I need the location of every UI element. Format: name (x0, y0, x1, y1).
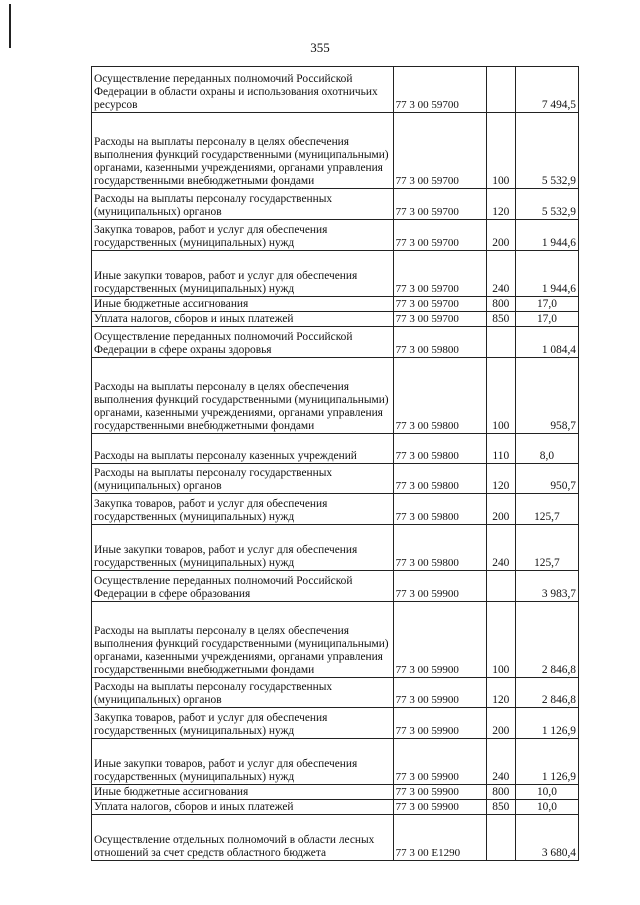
row-expense-type: 850 (486, 312, 515, 327)
row-name: Расходы на выплаты персоналу казенных учреждений (92, 434, 394, 464)
table-row (92, 358, 579, 434)
row-name: Иные бюджетные ассигнования (92, 297, 394, 312)
row-code: 77 3 00 59800 (393, 525, 486, 571)
table-row (92, 708, 579, 739)
row-amount: 3 983,7 (515, 571, 578, 602)
row-amount: 3 680,4 (515, 815, 578, 861)
row-expense-type: 100 (486, 113, 515, 189)
row-name: Иные закупки товаров, работ и услуг для обеспечения государственных (муниципальных) нужд (92, 739, 394, 785)
row-amount: 5 532,9 (515, 113, 578, 189)
row-amount: 1 126,9 (515, 708, 578, 739)
row-expense-type: 100 (486, 602, 515, 678)
row-name: Осуществление переданных полномочий Российской Федерации в сфере образования (92, 571, 394, 602)
table-row (92, 739, 579, 785)
row-code: 77 3 00 59700 (393, 67, 486, 113)
row-code: 77 3 00 59800 (393, 434, 486, 464)
row-expense-type: 240 (486, 525, 515, 571)
row-name: Расходы на выплаты персоналу государственных (муниципальных) органов (92, 189, 394, 220)
row-amount: 17,0 (515, 297, 578, 312)
table-row (92, 297, 579, 312)
row-amount: 1 084,4 (515, 327, 578, 358)
table-row (92, 113, 579, 189)
row-expense-type (486, 67, 515, 113)
table-row (92, 312, 579, 327)
table-row (92, 678, 579, 708)
row-name: Расходы на выплаты персоналу в целях обеспечения выполнения функций государственными (муниципальными) органами, казенными учреждениями, органами управления государственными внебюджетными фондами (92, 113, 394, 189)
row-name: Расходы на выплаты персоналу государственных (муниципальных) органов (92, 464, 394, 494)
row-amount: 2 846,8 (515, 602, 578, 678)
row-amount: 958,7 (515, 358, 578, 434)
row-code: 77 3 00 59900 (393, 678, 486, 708)
table-row (92, 327, 579, 358)
row-amount: 1 126,9 (515, 739, 578, 785)
row-code: 77 3 00 59900 (393, 785, 486, 800)
row-name: Закупка товаров, работ и услуг для обеспечения государственных (муниципальных) нужд (92, 220, 394, 251)
row-name: Расходы на выплаты персоналу в целях обеспечения выполнения функций государственными (муниципальными) органами, казенными учреждениями, органами управления государственными внебюджетными фондами (92, 358, 394, 434)
row-code: 77 3 00 59700 (393, 220, 486, 251)
row-amount: 5 532,9 (515, 189, 578, 220)
row-name: Уплата налогов, сборов и иных платежей (92, 312, 394, 327)
row-code: 77 3 00 59700 (393, 189, 486, 220)
row-name: Закупка товаров, работ и услуг для обеспечения государственных (муниципальных) нужд (92, 494, 394, 525)
row-expense-type: 240 (486, 251, 515, 297)
row-expense-type: 200 (486, 494, 515, 525)
row-amount: 10,0 (515, 785, 578, 800)
row-amount: 125,7 (515, 525, 578, 571)
row-name: Иные закупки товаров, работ и услуг для обеспечения государственных (муниципальных) нужд (92, 251, 394, 297)
row-name: Расходы на выплаты персоналу в целях обеспечения выполнения функций государственными (муниципальными) органами, казенными учреждениями, органами управления государственными внебюджетными фондами (92, 602, 394, 678)
row-amount: 7 494,5 (515, 67, 578, 113)
row-code: 77 3 00 59900 (393, 602, 486, 678)
table-row (92, 251, 579, 297)
table-row (92, 800, 579, 815)
row-name: Осуществление переданных полномочий Российской Федерации в области охраны и использования охотничьих ресурсов (92, 67, 394, 113)
row-expense-type (486, 571, 515, 602)
row-code: 77 3 00 59800 (393, 327, 486, 358)
row-expense-type: 800 (486, 297, 515, 312)
row-expense-type: 100 (486, 358, 515, 434)
row-code: 77 3 00 59700 (393, 297, 486, 312)
row-name: Осуществление переданных полномочий Российской Федерации в сфере охраны здоровья (92, 327, 394, 358)
row-expense-type: 120 (486, 678, 515, 708)
row-code: 77 3 00 59900 (393, 800, 486, 815)
row-code: 77 3 00 59700 (393, 113, 486, 189)
row-code: 77 3 00 Е1290 (393, 815, 486, 861)
row-code: 77 3 00 59700 (393, 312, 486, 327)
row-code: 77 3 00 59800 (393, 358, 486, 434)
table-row (92, 571, 579, 602)
row-expense-type (486, 327, 515, 358)
row-amount: 1 944,6 (515, 251, 578, 297)
row-amount: 950,7 (515, 464, 578, 494)
row-name: Закупка товаров, работ и услуг для обеспечения государственных (муниципальных) нужд (92, 708, 394, 739)
row-amount: 8,0 (515, 434, 578, 464)
table-row (92, 494, 579, 525)
row-amount: 2 846,8 (515, 678, 578, 708)
table-row (92, 785, 579, 800)
row-code: 77 3 00 59900 (393, 739, 486, 785)
table-row (92, 189, 579, 220)
row-amount: 125,7 (515, 494, 578, 525)
row-amount: 1 944,6 (515, 220, 578, 251)
row-name: Уплата налогов, сборов и иных платежей (92, 800, 394, 815)
row-expense-type: 120 (486, 189, 515, 220)
row-amount: 17,0 (515, 312, 578, 327)
row-expense-type: 850 (486, 800, 515, 815)
table-row (92, 525, 579, 571)
table-row (92, 602, 579, 678)
row-name: Иные закупки товаров, работ и услуг для обеспечения государственных (муниципальных) нужд (92, 525, 394, 571)
row-code: 77 3 00 59900 (393, 708, 486, 739)
table-row (92, 434, 579, 464)
row-code: 77 3 00 59800 (393, 494, 486, 525)
row-expense-type: 200 (486, 708, 515, 739)
row-expense-type: 200 (486, 220, 515, 251)
table-row (92, 464, 579, 494)
row-name: Осуществление отдельных полномочий в области лесных отношений за счет средств областного бюджета (92, 815, 394, 861)
row-expense-type: 800 (486, 785, 515, 800)
row-amount: 10,0 (515, 800, 578, 815)
table-row (92, 220, 579, 251)
table-row (92, 815, 579, 861)
budget-table-body (92, 67, 579, 861)
row-expense-type: 120 (486, 464, 515, 494)
row-name: Расходы на выплаты персоналу государственных (муниципальных) органов (92, 678, 394, 708)
budget-table (91, 66, 579, 861)
row-expense-type: 240 (486, 739, 515, 785)
row-name: Иные бюджетные ассигнования (92, 785, 394, 800)
row-code: 77 3 00 59700 (393, 251, 486, 297)
row-expense-type: 110 (486, 434, 515, 464)
row-expense-type (486, 815, 515, 861)
page-number: 355 (310, 40, 330, 55)
row-code: 77 3 00 59800 (393, 464, 486, 494)
table-row (92, 67, 579, 113)
row-code: 77 3 00 59900 (393, 571, 486, 602)
